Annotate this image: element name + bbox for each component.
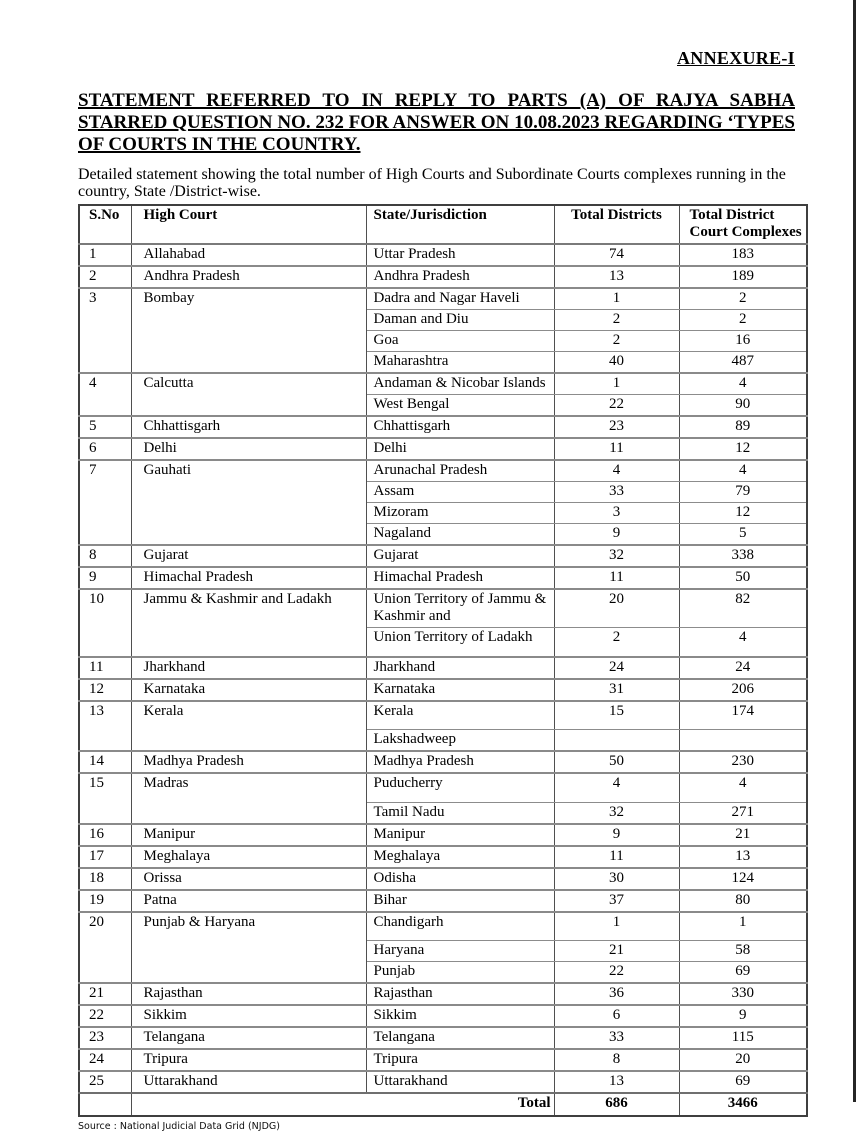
districts-cell: 15 xyxy=(554,701,679,730)
sno-cell: 2 xyxy=(79,266,131,288)
complexes-cell: 79 xyxy=(679,482,807,503)
districts-cell: 11 xyxy=(554,567,679,589)
complexes-cell: 206 xyxy=(679,679,807,701)
districts-cell: 1 xyxy=(554,288,679,310)
sno-cell: 24 xyxy=(79,1049,131,1071)
table-row xyxy=(79,824,807,846)
complexes-cell xyxy=(679,730,807,752)
districts-cell: 13 xyxy=(554,266,679,288)
high-court-cell: Chhattisgarh xyxy=(131,416,366,438)
state-cell: Maharashtra xyxy=(366,352,554,374)
complexes-cell: 90 xyxy=(679,395,807,417)
high-court-cell: Jammu & Kashmir and Ladakh xyxy=(131,589,366,657)
sno-cell: 16 xyxy=(79,824,131,846)
state-cell: Lakshadweep xyxy=(366,730,554,752)
complexes-cell: 89 xyxy=(679,416,807,438)
statement-title xyxy=(78,90,795,156)
state-cell: Puducherry xyxy=(366,773,554,802)
total-districts-value: 686 xyxy=(554,1093,679,1116)
sno-cell: 4 xyxy=(79,373,131,416)
districts-cell: 2 xyxy=(554,331,679,352)
districts-cell: 9 xyxy=(554,824,679,846)
state-cell: Andaman & Nicobar Islands xyxy=(366,373,554,395)
total-label: Total xyxy=(131,1093,554,1116)
sno-cell: 12 xyxy=(79,679,131,701)
complexes-cell: 487 xyxy=(679,352,807,374)
districts-cell: 22 xyxy=(554,962,679,984)
high-court-cell: Manipur xyxy=(131,824,366,846)
high-court-cell: Kerala xyxy=(131,701,366,752)
high-court-cell: Tripura xyxy=(131,1049,366,1071)
complexes-cell: 1 xyxy=(679,912,807,941)
table-row xyxy=(79,567,807,589)
table-row xyxy=(79,416,807,438)
sno-cell: 3 xyxy=(79,288,131,373)
districts-cell: 6 xyxy=(554,1005,679,1027)
districts-cell: 22 xyxy=(554,395,679,417)
high-court-cell: Jharkhand xyxy=(131,657,366,679)
complexes-cell: 12 xyxy=(679,438,807,460)
state-cell: Karnataka xyxy=(366,679,554,701)
districts-cell: 50 xyxy=(554,751,679,773)
complexes-cell: 4 xyxy=(679,773,807,802)
districts-cell: 8 xyxy=(554,1049,679,1071)
header-high-court: High Court xyxy=(131,205,366,244)
complexes-cell: 21 xyxy=(679,824,807,846)
complexes-cell: 183 xyxy=(679,244,807,266)
table-row xyxy=(79,868,807,890)
table-row xyxy=(79,846,807,868)
state-cell: Haryana xyxy=(366,941,554,962)
districts-cell: 11 xyxy=(554,438,679,460)
table-row xyxy=(79,288,807,310)
sno-cell: 17 xyxy=(79,846,131,868)
table-row xyxy=(79,701,807,730)
districts-cell: 40 xyxy=(554,352,679,374)
sno-cell: 11 xyxy=(79,657,131,679)
state-cell: Telangana xyxy=(366,1027,554,1049)
districts-cell: 37 xyxy=(554,890,679,912)
table-row xyxy=(79,1027,807,1049)
title-line-3: OF COURTS IN THE COUNTRY. xyxy=(78,134,361,155)
districts-cell: 30 xyxy=(554,868,679,890)
table-row xyxy=(79,266,807,288)
complexes-cell: 20 xyxy=(679,1049,807,1071)
state-cell: Kerala xyxy=(366,701,554,730)
table-row xyxy=(79,1005,807,1027)
districts-cell: 74 xyxy=(554,244,679,266)
high-court-cell: Delhi xyxy=(131,438,366,460)
districts-cell: 4 xyxy=(554,773,679,802)
complexes-cell: 271 xyxy=(679,802,807,824)
districts-cell: 2 xyxy=(554,310,679,331)
state-cell: Chhattisgarh xyxy=(366,416,554,438)
table-row xyxy=(79,773,807,802)
state-cell: Goa xyxy=(366,331,554,352)
state-cell: Manipur xyxy=(366,824,554,846)
state-cell: Nagaland xyxy=(366,524,554,546)
districts-cell: 32 xyxy=(554,545,679,567)
state-cell: Dadra and Nagar Haveli xyxy=(366,288,554,310)
districts-cell: 4 xyxy=(554,460,679,482)
sno-cell: 21 xyxy=(79,983,131,1005)
source-note: Source : National Judicial Data Grid (NJDG) xyxy=(78,1121,280,1132)
state-cell: Uttarakhand xyxy=(366,1071,554,1093)
complexes-cell: 115 xyxy=(679,1027,807,1049)
complexes-cell: 24 xyxy=(679,657,807,679)
title-line-2: STARRED QUESTION NO. 232 FOR ANSWER ON 10.08.2023 REGARDING ‘TYPES xyxy=(78,112,795,133)
state-cell: Odisha xyxy=(366,868,554,890)
complexes-cell: 12 xyxy=(679,503,807,524)
table-row xyxy=(79,589,807,628)
high-court-cell: Uttarakhand xyxy=(131,1071,366,1093)
sno-cell: 6 xyxy=(79,438,131,460)
complexes-cell: 4 xyxy=(679,373,807,395)
districts-cell: 33 xyxy=(554,1027,679,1049)
high-court-cell: Patna xyxy=(131,890,366,912)
high-court-cell: Sikkim xyxy=(131,1005,366,1027)
header-total-complexes: Total District Court Complexes xyxy=(679,205,807,244)
districts-cell: 32 xyxy=(554,802,679,824)
complexes-cell: 124 xyxy=(679,868,807,890)
courts-table xyxy=(78,204,808,1117)
state-cell: Madhya Pradesh xyxy=(366,751,554,773)
complexes-cell: 80 xyxy=(679,890,807,912)
districts-cell: 1 xyxy=(554,373,679,395)
sno-cell: 5 xyxy=(79,416,131,438)
state-cell: West Bengal xyxy=(366,395,554,417)
sno-cell: 7 xyxy=(79,460,131,545)
high-court-cell: Bombay xyxy=(131,288,366,373)
sno-cell: 9 xyxy=(79,567,131,589)
high-court-cell: Calcutta xyxy=(131,373,366,416)
header-sno: S.No xyxy=(79,205,131,244)
state-cell: Jharkhand xyxy=(366,657,554,679)
high-court-cell: Gujarat xyxy=(131,545,366,567)
table-row xyxy=(79,890,807,912)
state-cell: Gujarat xyxy=(366,545,554,567)
districts-cell: 9 xyxy=(554,524,679,546)
complexes-cell: 13 xyxy=(679,846,807,868)
complexes-cell: 2 xyxy=(679,288,807,310)
state-cell: Andhra Pradesh xyxy=(366,266,554,288)
complexes-cell: 69 xyxy=(679,962,807,984)
high-court-cell: Orissa xyxy=(131,868,366,890)
sno-cell: 8 xyxy=(79,545,131,567)
state-cell: Uttar Pradesh xyxy=(366,244,554,266)
districts-cell: 20 xyxy=(554,589,679,628)
complexes-cell: 330 xyxy=(679,983,807,1005)
table-header-row xyxy=(79,205,807,244)
districts-cell: 23 xyxy=(554,416,679,438)
districts-cell: 33 xyxy=(554,482,679,503)
total-empty-cell xyxy=(79,1093,131,1116)
state-cell: Union Territory of Jammu & Kashmir and xyxy=(366,589,554,628)
high-court-cell: Rajasthan xyxy=(131,983,366,1005)
table-row xyxy=(79,460,807,482)
high-court-cell: Karnataka xyxy=(131,679,366,701)
state-cell: Arunachal Pradesh xyxy=(366,460,554,482)
high-court-cell: Meghalaya xyxy=(131,846,366,868)
header-state: State/Jurisdiction xyxy=(366,205,554,244)
districts-cell: 1 xyxy=(554,912,679,941)
complexes-cell: 58 xyxy=(679,941,807,962)
sno-cell: 13 xyxy=(79,701,131,752)
districts-cell: 31 xyxy=(554,679,679,701)
table-row xyxy=(79,912,807,941)
state-cell: Rajasthan xyxy=(366,983,554,1005)
districts-cell: 3 xyxy=(554,503,679,524)
complexes-cell: 82 xyxy=(679,589,807,628)
state-cell: Punjab xyxy=(366,962,554,984)
table-row xyxy=(79,373,807,395)
state-cell: Mizoram xyxy=(366,503,554,524)
table-row xyxy=(79,244,807,266)
sno-cell: 23 xyxy=(79,1027,131,1049)
complexes-cell: 189 xyxy=(679,266,807,288)
sno-cell: 22 xyxy=(79,1005,131,1027)
court-table-body xyxy=(79,244,807,1093)
table-row xyxy=(79,438,807,460)
table-row xyxy=(79,545,807,567)
state-cell: Tamil Nadu xyxy=(366,802,554,824)
annexure-label: ANNEXURE-I xyxy=(676,48,795,68)
high-court-cell: Punjab & Haryana xyxy=(131,912,366,984)
complexes-cell: 174 xyxy=(679,701,807,730)
state-cell: Daman and Diu xyxy=(366,310,554,331)
complexes-cell: 16 xyxy=(679,331,807,352)
sno-cell: 15 xyxy=(79,773,131,824)
districts-cell: 13 xyxy=(554,1071,679,1093)
complexes-cell: 2 xyxy=(679,310,807,331)
total-complexes-value: 3466 xyxy=(679,1093,807,1116)
complexes-cell: 4 xyxy=(679,460,807,482)
total-row xyxy=(79,1093,807,1116)
sno-cell: 10 xyxy=(79,589,131,657)
state-cell: Union Territory of Ladakh xyxy=(366,628,554,657)
state-cell: Himachal Pradesh xyxy=(366,567,554,589)
complexes-cell: 338 xyxy=(679,545,807,567)
high-court-cell: Madhya Pradesh xyxy=(131,751,366,773)
complexes-cell: 5 xyxy=(679,524,807,546)
state-cell: Sikkim xyxy=(366,1005,554,1027)
districts-cell: 36 xyxy=(554,983,679,1005)
table-row xyxy=(79,657,807,679)
districts-cell: 2 xyxy=(554,628,679,657)
state-cell: Assam xyxy=(366,482,554,503)
intro-text: Detailed statement showing the total number of High Courts and Subordinate Courts complexes running in the country, State /District-wise. xyxy=(78,166,786,200)
table-row xyxy=(79,1049,807,1071)
state-cell: Bihar xyxy=(366,890,554,912)
table-row xyxy=(79,983,807,1005)
sno-cell: 18 xyxy=(79,868,131,890)
table-row xyxy=(79,1071,807,1093)
complexes-cell: 4 xyxy=(679,628,807,657)
table-row xyxy=(79,751,807,773)
districts-cell xyxy=(554,730,679,752)
high-court-cell: Himachal Pradesh xyxy=(131,567,366,589)
complexes-cell: 230 xyxy=(679,751,807,773)
high-court-cell: Allahabad xyxy=(131,244,366,266)
state-cell: Meghalaya xyxy=(366,846,554,868)
sno-cell: 19 xyxy=(79,890,131,912)
high-court-cell: Telangana xyxy=(131,1027,366,1049)
districts-cell: 11 xyxy=(554,846,679,868)
state-cell: Delhi xyxy=(366,438,554,460)
high-court-cell: Andhra Pradesh xyxy=(131,266,366,288)
title-line-1: STATEMENT REFERRED TO IN REPLY TO PARTS (A) OF RAJYA SABHA xyxy=(78,90,795,111)
table-row xyxy=(79,679,807,701)
sno-cell: 1 xyxy=(79,244,131,266)
districts-cell: 21 xyxy=(554,941,679,962)
sno-cell: 25 xyxy=(79,1071,131,1093)
sno-cell: 14 xyxy=(79,751,131,773)
complexes-cell: 69 xyxy=(679,1071,807,1093)
districts-cell: 24 xyxy=(554,657,679,679)
high-court-cell: Madras xyxy=(131,773,366,824)
state-cell: Chandigarh xyxy=(366,912,554,941)
state-cell: Tripura xyxy=(366,1049,554,1071)
complexes-cell: 50 xyxy=(679,567,807,589)
high-court-cell: Gauhati xyxy=(131,460,366,545)
header-total-districts: Total Districts xyxy=(554,205,679,244)
sno-cell: 20 xyxy=(79,912,131,984)
complexes-cell: 9 xyxy=(679,1005,807,1027)
